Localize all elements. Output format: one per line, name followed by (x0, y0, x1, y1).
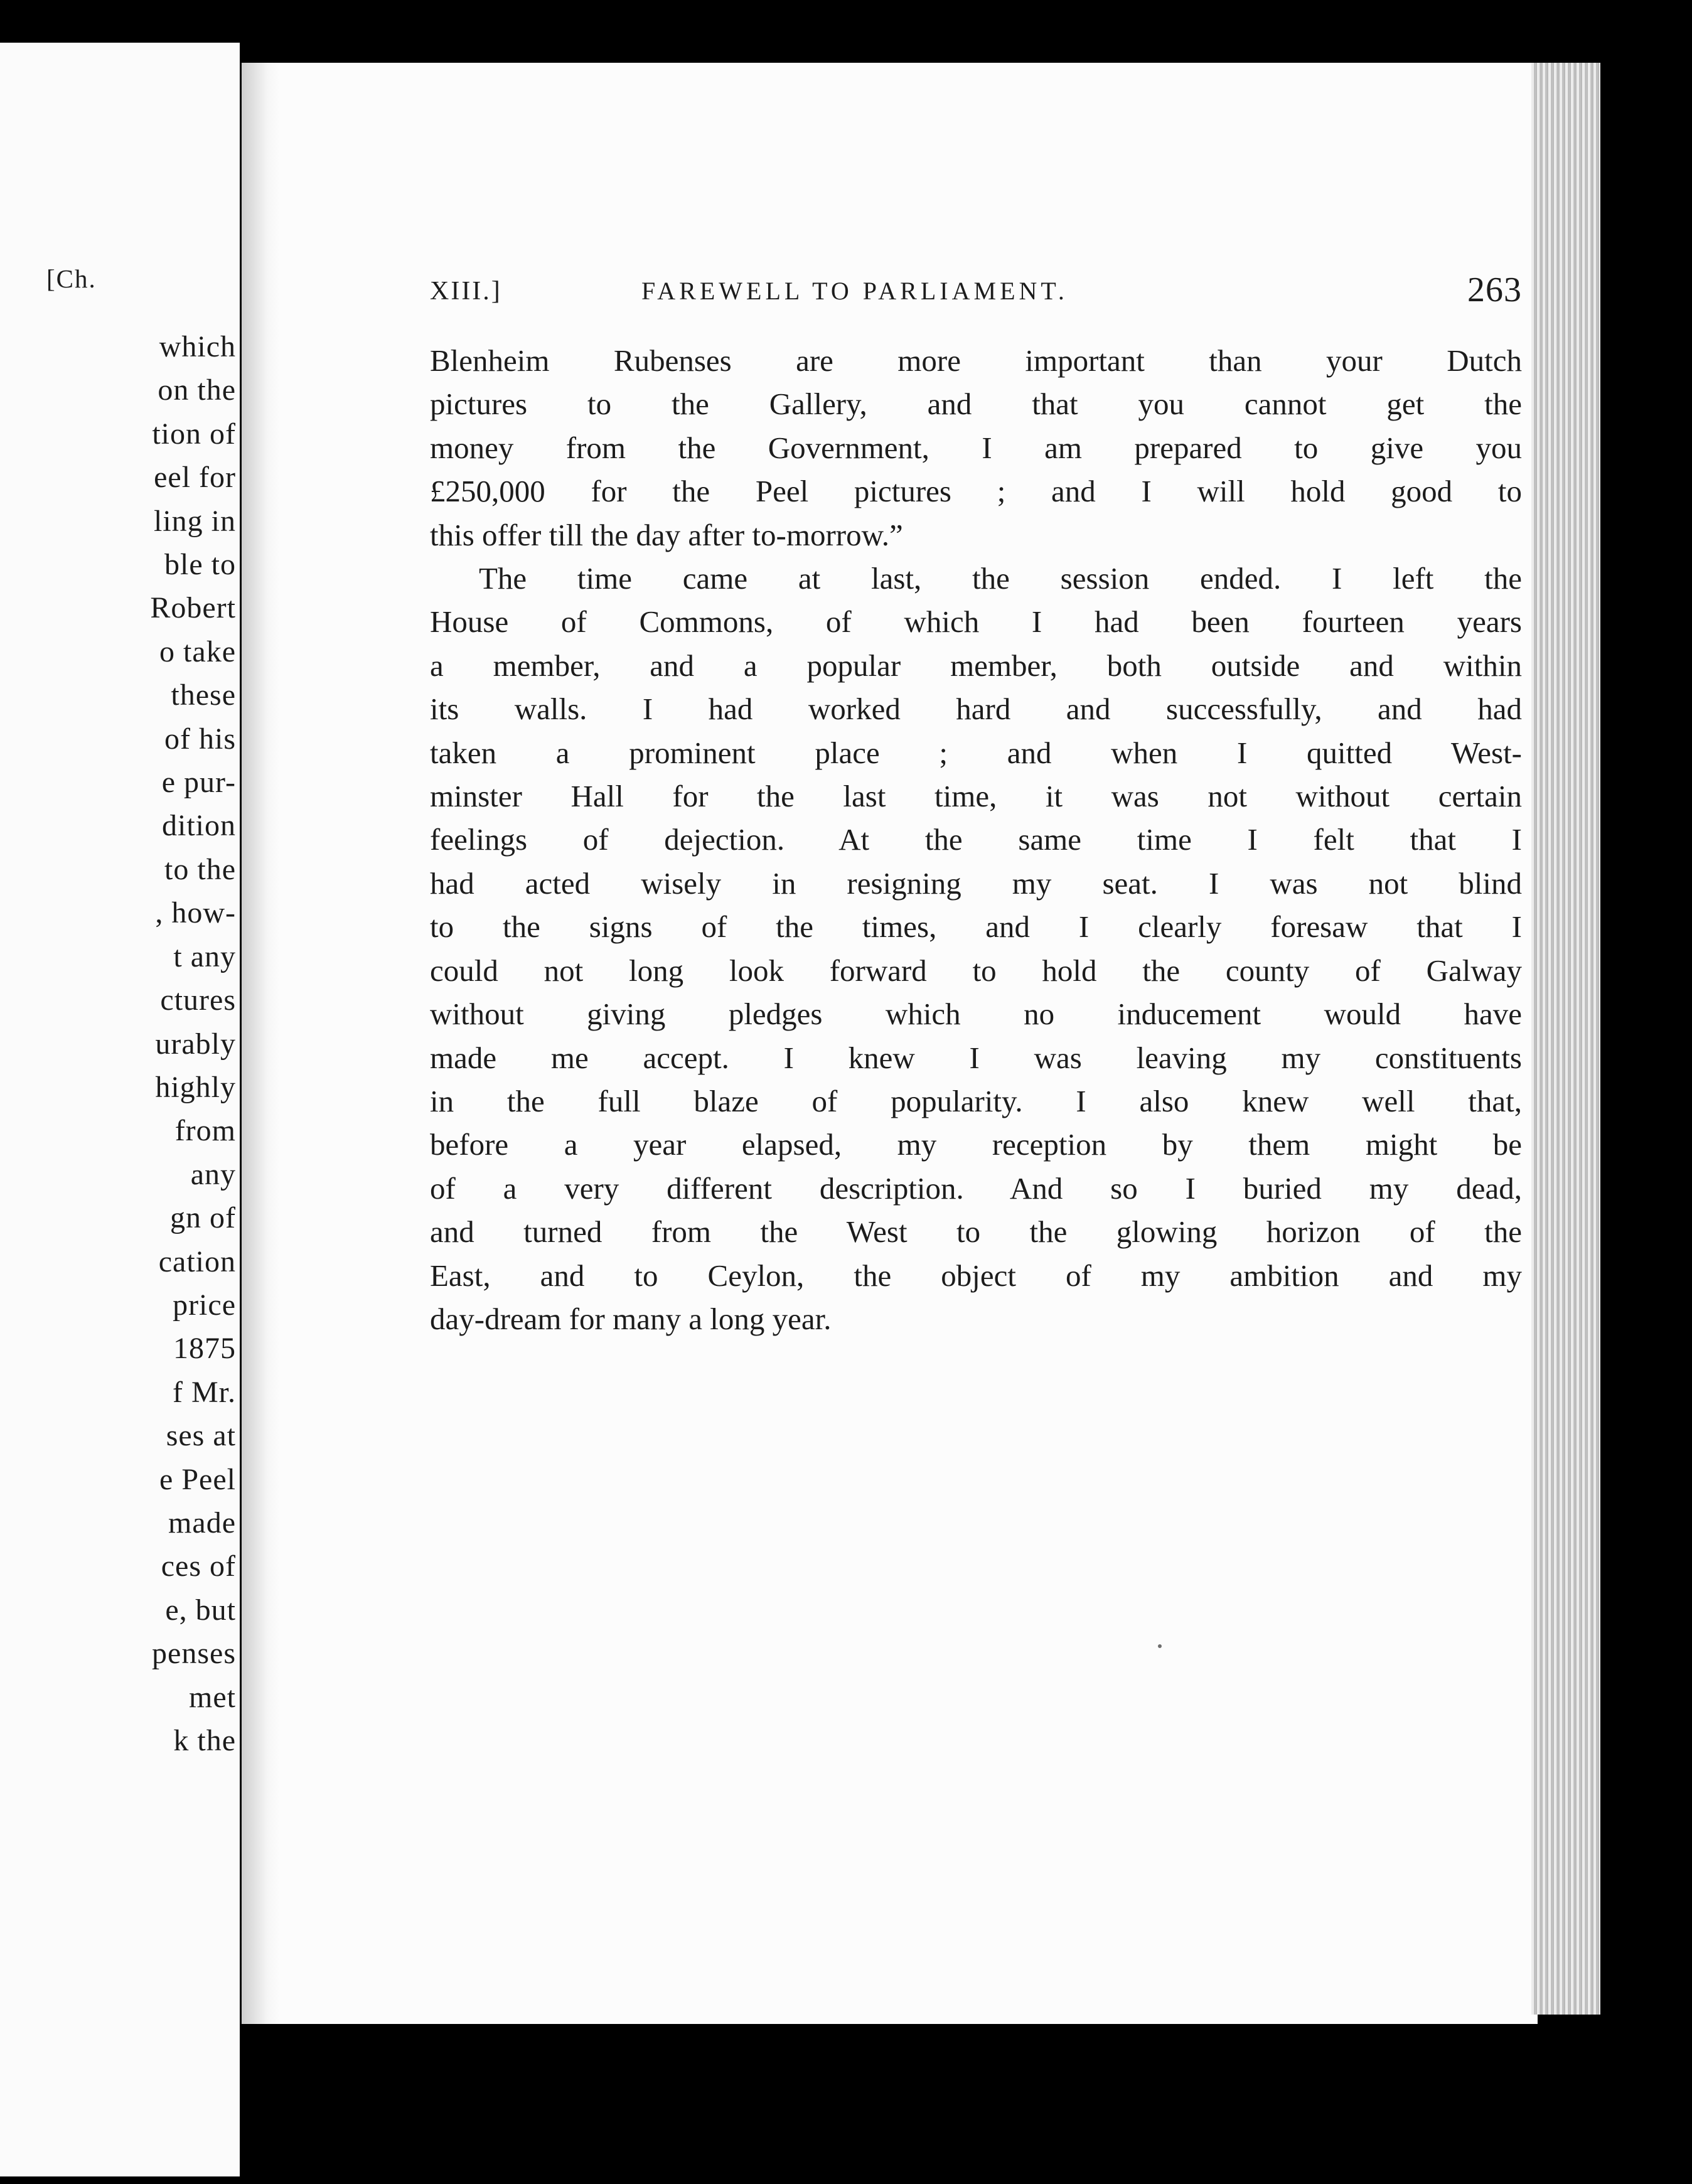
text-line: East, and to Ceylon, the object of my ambition and my (430, 1258, 1522, 1293)
text-line: had acted wisely in resigning my seat. I was not blind (430, 865, 1522, 901)
text-line: minster Hall for the last time, it was not without certain (430, 779, 1522, 814)
left-text-line: any (190, 1157, 236, 1191)
left-text-line: ble to (164, 548, 236, 582)
left-text-line: ling in (153, 504, 236, 538)
text-line: in the full blaze of popularity. I also knew well that, (430, 1083, 1522, 1118)
page-number: 263 (1467, 270, 1522, 309)
text-line: Blenheim Rubenses are more important than your Dutch (430, 343, 1522, 378)
left-text-line: eel for (154, 461, 236, 495)
text-line: made me accept. I knew I was leaving my constituents (430, 1040, 1522, 1075)
paragraph (430, 339, 1522, 557)
text-line: feelings of dejection. At the same time I felt that I (430, 822, 1522, 857)
text-line: could not long look forward to hold the county of Galway (430, 953, 1522, 988)
left-text-line: of his (164, 722, 236, 756)
left-text-column (0, 325, 236, 1762)
left-text-line: urably (155, 1027, 236, 1061)
left-text-line: ses at (166, 1419, 236, 1453)
paper-speck (1158, 1644, 1162, 1648)
gutter-shadow (242, 63, 279, 2024)
left-text-line: e Peel (159, 1462, 236, 1496)
text-line: day-dream for many a long year. (430, 1301, 832, 1336)
text-line: to the signs of the times, and I clearly foresaw that I (430, 909, 1522, 945)
left-running-head: [Ch. (46, 264, 97, 293)
text-line: taken a prominent place ; and when I quitted West- (430, 735, 1522, 770)
chapter-number: XIII.] (430, 277, 502, 306)
left-text-line: Robert (150, 591, 236, 625)
paragraph (430, 557, 1522, 1341)
left-text-line: gn of (170, 1201, 236, 1235)
text-line: a member, and a popular member, both outside and within (430, 648, 1522, 683)
left-text-line: e, but (165, 1593, 236, 1627)
left-text-line: ctures (160, 983, 236, 1017)
left-text-line: on the (158, 373, 236, 407)
text-line: £250,000 for the Peel pictures ; and I will hold good to (430, 474, 1522, 509)
left-text-line: t any (173, 939, 236, 973)
running-title: FAREWELL TO PARLIAMENT. (641, 277, 1068, 305)
left-text-line: penses (152, 1637, 236, 1671)
left-text-line: these (171, 678, 236, 712)
left-text-line: dition (161, 809, 236, 843)
text-line: of a very different description. And so I buried my dead, (430, 1170, 1522, 1206)
left-text-line: ces of (161, 1550, 236, 1583)
text-line: pictures to the Gallery, and that you cannot get the (430, 387, 1522, 422)
left-text-line: met (189, 1680, 236, 1714)
text-line: without giving pledges which no inducement would have (430, 997, 1522, 1032)
page-edges (1531, 63, 1600, 2015)
text-line: this offer till the day after to-morrow.” (430, 517, 903, 552)
right-page (242, 63, 1538, 2024)
left-text-line: , how- (155, 896, 236, 930)
text-line: and turned from the West to the glowing horizon of the (430, 1214, 1522, 1250)
left-text-line: which (159, 330, 236, 363)
text-line: before a year elapsed, my reception by them might be (430, 1127, 1522, 1162)
left-text-line: price (173, 1288, 236, 1322)
left-text-line: tion of (152, 417, 236, 451)
body-text (430, 339, 1522, 1341)
text-line: money from the Government, I am prepared to give you (430, 430, 1522, 465)
left-text-line: f Mr. (173, 1375, 236, 1409)
left-text-line: o take (159, 634, 236, 668)
left-page-fragment (0, 43, 240, 2176)
left-text-line: k the (173, 1724, 236, 1757)
text-line: its walls. I had worked hard and successfully, and had (430, 692, 1522, 727)
left-text-line: to the (164, 852, 236, 886)
left-text-line: e pur- (161, 766, 236, 800)
left-text-line: 1875 (173, 1332, 236, 1366)
left-text-line: made (168, 1506, 236, 1539)
text-line: The time came at last, the session ended. I left the (479, 561, 1522, 596)
left-text-line: cation (158, 1245, 236, 1278)
left-text-line: highly (155, 1070, 236, 1104)
left-text-line: from (174, 1114, 236, 1148)
running-head (430, 270, 1522, 314)
text-line: House of Commons, of which I had been fourteen years (430, 604, 1522, 640)
